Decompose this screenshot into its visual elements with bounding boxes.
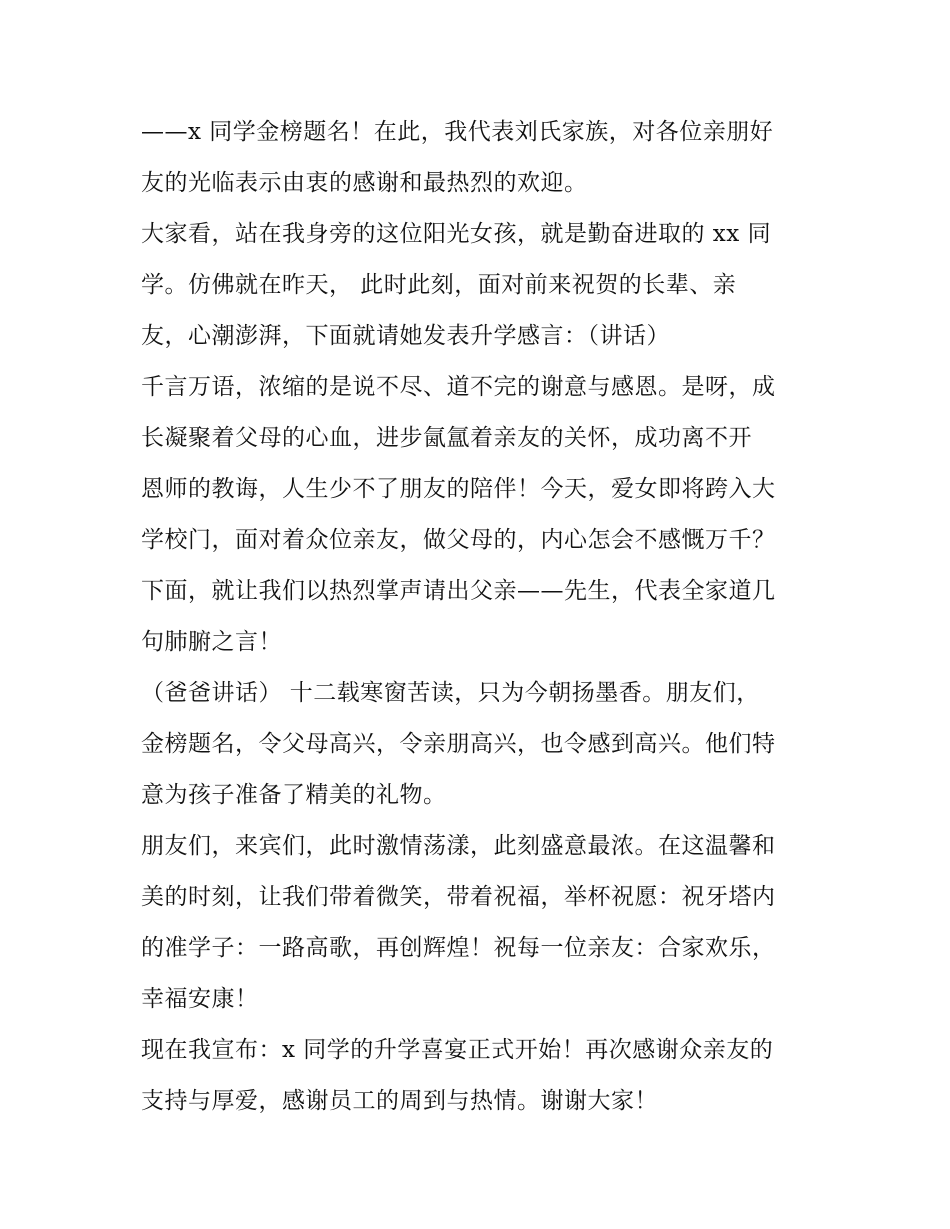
text-line: 大家看，站在我身旁的这位阳光女孩，就是勤奋进取的 xx 同 <box>141 221 772 247</box>
text-line: 恩师的教诲，人生少不了朋友的陪伴！今天，爱女即将跨入大 <box>141 476 776 502</box>
text-line: 学校门，面对着众位亲友，做父母的，内心怎会不感慨万千？ <box>141 527 776 553</box>
text-line: 学。仿佛就在昨天， 此时此刻，面对前来祝贺的长辈、亲 <box>141 272 737 298</box>
speech-text <box>141 107 821 1127</box>
text-line: （爸爸讲话） 十二载寒窗苦读，只为今朝扬墨香。朋友们， <box>141 680 760 706</box>
text-line: 意为孩子准备了精美的礼物。 <box>141 782 447 808</box>
text-line: 千言万语，浓缩的是说不尽、道不完的谢意与感恩。是呀，成 <box>141 374 776 400</box>
text-line: 支持与厚爱，感谢员工的周到与热情。谢谢大家！ <box>141 1088 658 1114</box>
text-line: 金榜题名，令父母高兴，令亲朋高兴，也令感到高兴。他们特 <box>141 731 776 757</box>
text-line: 句肺腑之言！ <box>141 629 282 655</box>
text-line: 长凝聚着父母的心血，进步氤氲着亲友的关怀，成功离不开 <box>141 425 752 451</box>
text-line: 美的时刻，让我们带着微笑，带着祝福，举杯祝愿：祝牙塔内 <box>141 884 776 910</box>
text-line: 下面，就让我们以热烈掌声请出父亲——先生，代表全家道几 <box>141 578 776 604</box>
text-line: 朋友们，来宾们，此时激情荡漾，此刻盛意最浓。在这温馨和 <box>141 833 776 859</box>
text-line: 幸福安康！ <box>141 986 259 1012</box>
text-line: 友，心潮澎湃，下面就请她发表升学感言：（讲话） <box>141 323 670 349</box>
text-line: 的准学子：一路高歌，再创辉煌！祝每一位亲友：合家欢乐， <box>141 935 776 961</box>
text-line: ——x 同学金榜题名！在此，我代表刘氏家族，对各位亲朋好 <box>141 119 774 145</box>
text-line: 友的光临表示由衷的感谢和最热烈的欢迎。 <box>141 170 588 196</box>
text-line: 现在我宣布：x 同学的升学喜宴正式开始！再次感谢众亲友的 <box>141 1037 774 1063</box>
